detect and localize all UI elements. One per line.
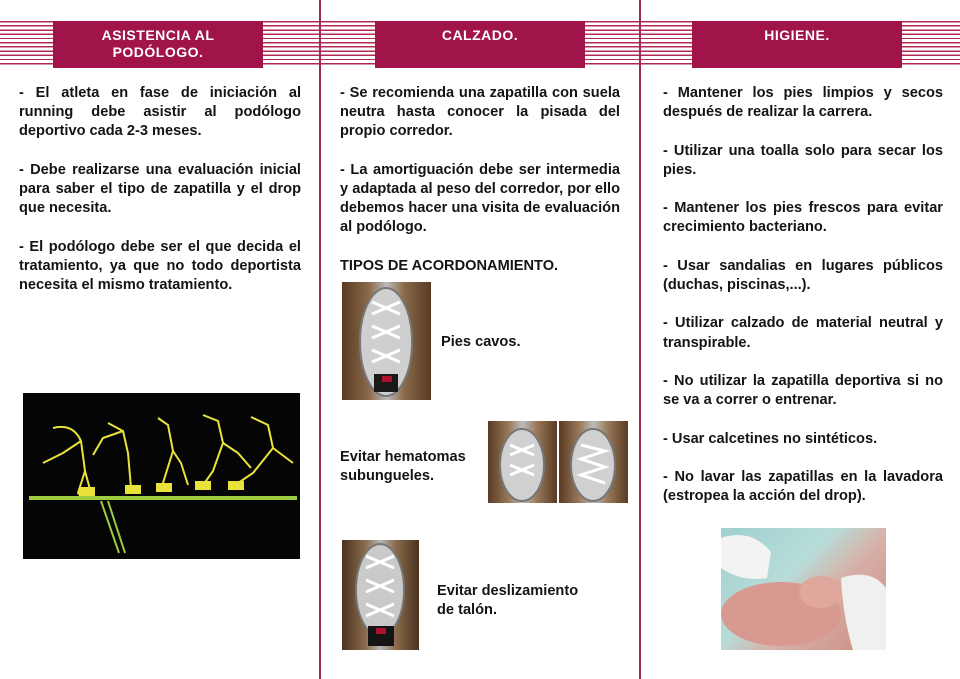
caption-line: subungueles.: [340, 468, 435, 485]
shoe-laces-icon: [488, 421, 557, 503]
podologo-text: [19, 84, 301, 314]
lacing-subheading: TIPOS DE ACORDONAMIENTO.: [340, 257, 559, 274]
heading-higiene: [692, 21, 902, 68]
paragraph: - Usar calcetines no sintéticos.: [663, 430, 878, 447]
foot-examination-photo: [721, 528, 886, 650]
shoe-laces-icon: [342, 540, 419, 650]
lacing-caption-deslizamiento: [437, 582, 578, 620]
higiene-text: [663, 84, 943, 526]
column-divider-left: [319, 0, 321, 679]
paragraph: - Debe realizarse una evaluación inicial para saber el tipo de zapatilla y el drop que necesita.: [19, 161, 301, 217]
heading-higiene-text: HIGIENE.: [764, 27, 830, 43]
column-divider-right: [639, 0, 641, 679]
caption-line: Pies cavos.: [441, 334, 521, 350]
paragraph: - Mantener los pies frescos para evitar crecimiento bacteriano.: [663, 200, 943, 236]
heading-line-2: PODÓLOGO.: [112, 44, 204, 60]
calzado-text: [340, 84, 620, 295]
gait-analysis-image: [23, 393, 300, 559]
paragraph: - No lavar las zapatillas en la lavadora (estropea la acción del drop).: [663, 468, 943, 505]
paragraph: - El atleta en fase de iniciación al running debe asistir al podólogo deportivo cada 2-3 meses.: [19, 85, 301, 140]
shoe-laces-icon: [342, 282, 431, 400]
paragraph: - La amortiguación debe ser intermedia y adaptada al peso del corredor, por ello debemos hacer una visita de evaluación al podólogo.: [340, 161, 620, 236]
lacing-photo-deslizamiento: [342, 540, 419, 650]
paragraph: - Utilizar calzado de material neutral y transpirable.: [663, 315, 943, 351]
paragraph: - Se recomienda una zapatilla con suela neutra hasta conocer la pisada del propio corredor.: [340, 85, 620, 140]
running-silhouettes-icon: [23, 393, 300, 559]
lacing-photo-hematomas-a: [488, 421, 557, 503]
lacing-photo-pies-cavos: [342, 282, 431, 400]
lacing-photo-hematomas-b: [559, 421, 628, 503]
paragraph: - Mantener los pies limpios y secos después de realizar la carrera.: [663, 85, 943, 121]
heading-line-1: ASISTENCIA AL: [101, 27, 215, 43]
caption-line: Evitar deslizamiento: [437, 583, 579, 599]
paragraph: - Usar sandalias en lugares públicos (duchas, piscinas,...).: [663, 257, 943, 293]
paragraph: - No utilizar la zapatilla deportiva si no se va a correr o entrenar.: [663, 372, 943, 409]
paragraph: - Utilizar una toalla solo para secar los pies.: [663, 142, 943, 178]
caption-line: Evitar hematomas: [340, 449, 466, 465]
lacing-caption-hematomas: [340, 448, 466, 486]
heading-calzado-text: CALZADO.: [441, 27, 519, 43]
heading-asistencia-podologo: [53, 21, 263, 68]
lacing-caption-pies-cavos: [441, 333, 521, 352]
shoe-laces-icon: [559, 421, 628, 503]
paragraph: - El podólogo debe ser el que decida el tratamiento, ya que no todo deportista necesita el mismo tratamiento.: [19, 238, 301, 293]
heading-calzado: [375, 21, 585, 68]
caption-line: de talón.: [437, 602, 497, 619]
gloved-hand-foot-icon: [721, 528, 886, 650]
